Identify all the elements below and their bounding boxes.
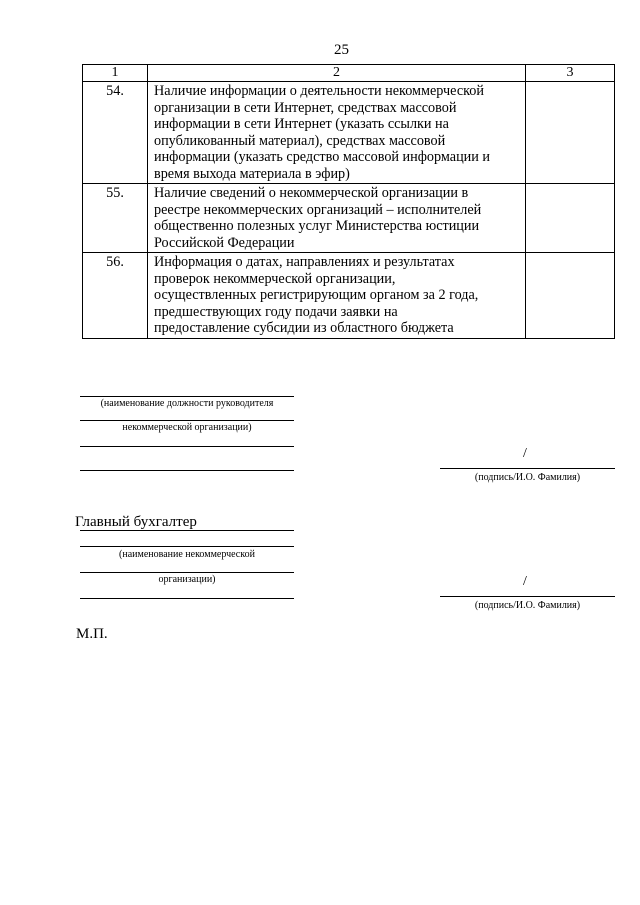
- row-description: [148, 184, 526, 253]
- signature-caption: (подпись/И.О. Фамилия): [474, 472, 581, 483]
- position-line[interactable]: [80, 420, 294, 421]
- row-value-cell[interactable]: [526, 253, 615, 339]
- position-caption: (наименование должности руководителя: [100, 398, 274, 409]
- org-line[interactable]: [80, 572, 294, 573]
- header-col-1: 1: [83, 65, 148, 82]
- table-header-row: [83, 65, 615, 82]
- stamp-place-label: М.П.: [76, 626, 108, 642]
- text-line: время выхода материала в эфир): [154, 165, 350, 182]
- text-line: опубликованный материал), средствах массовой: [154, 132, 446, 149]
- position-line[interactable]: [80, 396, 294, 397]
- row-description: [148, 253, 526, 339]
- chief-accountant-label: Главный бухгалтер: [75, 514, 197, 530]
- row-number: 56.: [83, 253, 148, 339]
- text-line: общественно полезных услуг Министерства юстиции: [154, 218, 480, 234]
- signature-slash: /: [523, 446, 527, 461]
- header-col-3: 3: [526, 65, 615, 82]
- org-caption: (наименование некоммерческой: [119, 549, 255, 560]
- table-row: [83, 253, 615, 339]
- position-line[interactable]: [80, 470, 294, 471]
- text-line: организации в сети Интернет, средствах массовой: [154, 99, 457, 116]
- row-value-cell[interactable]: [526, 82, 615, 184]
- header-col-2: 2: [148, 65, 526, 82]
- text-line: Информация о датах, направлениях и результатах: [154, 254, 455, 270]
- text-line: проверок некоммерческой организации,: [154, 270, 396, 287]
- text-line: Российской Федерации: [154, 234, 295, 251]
- row-value-cell[interactable]: [526, 184, 615, 253]
- row-number: 55.: [83, 184, 148, 253]
- signature-caption: (подпись/И.О. Фамилия): [474, 600, 581, 611]
- org-caption: организации): [158, 574, 216, 585]
- org-line[interactable]: [80, 546, 294, 547]
- text-line: Наличие сведений о некоммерческой организации в: [154, 185, 469, 201]
- criteria-table: [82, 64, 615, 339]
- text-line: предоставление субсидии из областного бюджета: [154, 320, 454, 336]
- position-caption: некоммерческой организации): [122, 422, 252, 433]
- page-number: 25: [334, 42, 349, 58]
- text-line: предшествующих году подачи заявки на: [154, 303, 398, 320]
- text-line: осуществленных регистрирующим органом за 2 года,: [154, 287, 479, 303]
- signature-line[interactable]: [440, 596, 615, 597]
- text-line: информации в сети Интернет (указать ссылки на: [154, 116, 449, 132]
- text-line: информации (указать средство массовой информации и: [154, 149, 491, 165]
- row-description: [148, 82, 526, 184]
- signature-slash: /: [523, 574, 527, 589]
- row-number: 54.: [83, 82, 148, 184]
- org-line[interactable]: [80, 598, 294, 599]
- accountant-line[interactable]: [80, 530, 294, 531]
- signature-line[interactable]: [440, 468, 615, 469]
- text-line: Наличие информации о деятельности некоммерческой: [154, 83, 484, 99]
- position-line[interactable]: [80, 446, 294, 447]
- table-row: [83, 184, 615, 253]
- text-line: реестре некоммерческих организаций – исполнителей: [154, 201, 482, 218]
- table-row: [83, 82, 615, 184]
